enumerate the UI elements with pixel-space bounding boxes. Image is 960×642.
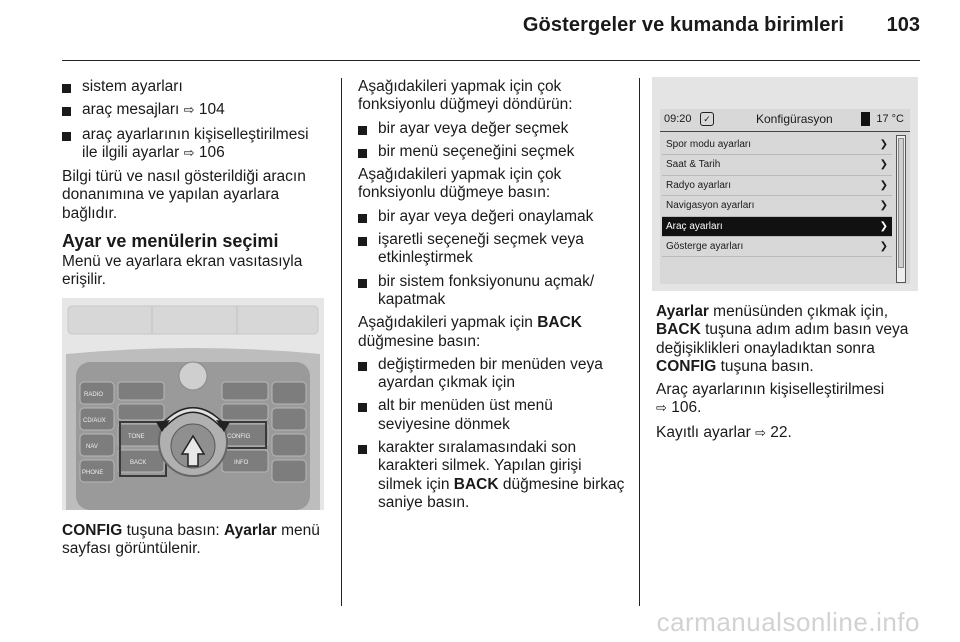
- list-item: bir sistem fonksiyonunu açmak/ kapatmak: [358, 273, 626, 310]
- section-heading: Ayar ve menülerin seçimi: [62, 231, 279, 252]
- list-item: bir ayar veya değeri onaylamak: [358, 208, 626, 226]
- page-title: Göstergeler ve kumanda birimleri: [522, 14, 844, 36]
- page-number: 103: [886, 14, 920, 36]
- rotate-intro: Aşağıdakileri yapmak için çok fonksiyonlu düğmeyi döndürün:: [358, 78, 573, 114]
- rotate-list: [358, 120, 626, 162]
- thermometer-icon: [861, 112, 870, 126]
- exit-menu-paragraph: Ayarlar menüsünden çıkmak için, BACK tuşuna adım adım basın veya değişiklikleri onayladıktan sonra CONFIG tuşuna basın.: [656, 303, 909, 375]
- menu-item-navigation-settings[interactable]: Navigasyon ayarları ❯: [662, 196, 892, 216]
- tone-button-label: TONE: [128, 434, 145, 440]
- back-list: [358, 356, 626, 512]
- header-rule: [62, 60, 920, 61]
- info-display: [660, 109, 910, 284]
- info-paragraph: Bilgi türü ve nasıl gösterildiği aracın donanımına ve yapılan ayarlara bağlıdır.: [62, 168, 306, 222]
- menu-scrollbar[interactable]: [896, 135, 906, 283]
- phone-button-label: PHONE: [82, 470, 104, 476]
- menu-item-display-settings[interactable]: Gösterge ayarları ❯: [662, 237, 892, 257]
- cd-aux-button-label: CD/AUX: [83, 418, 106, 424]
- saved-settings-reference: Kayıtlı ayarlar ⇨ 22.: [656, 423, 792, 441]
- menu-item-clock-date[interactable]: Saat & Tarih ❯: [662, 155, 892, 175]
- chevron-right-icon: ❯: [879, 220, 888, 232]
- page-reference-link[interactable]: 106: [198, 143, 225, 161]
- page-reference-link[interactable]: 22.: [770, 423, 792, 441]
- list-item: alt bir menüden üst menü seviyesine dönmek: [358, 397, 626, 434]
- right-arrow-outline-icon: ⇨: [656, 401, 667, 417]
- chevron-right-icon: ❯: [879, 179, 888, 191]
- display-status-bar: [660, 109, 910, 132]
- list-item: araç mesajları ⇨ 104: [62, 101, 328, 120]
- info-button-label: INFO: [234, 460, 249, 466]
- column-divider-2: [639, 78, 640, 606]
- config-button-label: CONFIG: [227, 434, 251, 440]
- right-arrow-outline-icon: ⇨: [183, 103, 195, 119]
- list-item: araç ayarlarının kişiselleştirilmesi ile ilgili ayarlar ⇨ 106: [62, 126, 328, 164]
- settings-menu-name: Ayarlar: [223, 522, 277, 539]
- column-divider-1: [341, 78, 342, 606]
- scrollbar-thumb[interactable]: [898, 138, 904, 268]
- right-arrow-outline-icon: ⇨: [183, 145, 195, 161]
- menu-item-sport-mode[interactable]: Spor modu ayarları ❯: [662, 135, 892, 155]
- radio-button-label: RADIO: [84, 392, 104, 398]
- list-item: sistem ayarları: [62, 78, 328, 96]
- display-screenshot: [652, 77, 918, 291]
- menu-item-vehicle-settings[interactable]: Araç ayarları ❯: [662, 217, 892, 237]
- config-key-name: CONFIG: [62, 522, 123, 539]
- chevron-right-icon: ❯: [879, 139, 888, 150]
- list-item: karakter sıralamasındaki son karakteri silmek. Yapılan girişi silmek için BACK düğmesine birkaç saniye basın.: [358, 439, 626, 512]
- column-2: [358, 78, 626, 517]
- intro-paragraph: Menü ve ayarlara ekran vasıtasıyla erişilir.: [62, 253, 303, 289]
- menu-item-radio-settings[interactable]: Radyo ayarları ❯: [662, 176, 892, 196]
- press-list: [358, 208, 626, 309]
- press-intro: Aşağıdakileri yapmak için çok fonksiyonlu düğmeye basın:: [358, 166, 562, 202]
- config-icon: ✓: [700, 112, 714, 126]
- page-reference-link[interactable]: 104: [198, 101, 225, 119]
- list-item: işaretli seçeneği seçmek veya etkinleştirmek: [358, 231, 626, 268]
- watermark: carmanualsonline.info: [656, 607, 920, 637]
- settings-menu-list: [662, 135, 892, 257]
- control-panel-photo: [62, 298, 324, 510]
- chevron-right-icon: ❯: [879, 159, 888, 171]
- nav-button-label: NAV: [86, 444, 98, 450]
- chevron-right-icon: ❯: [879, 200, 888, 212]
- list-item: bir ayar veya değer seçmek: [358, 120, 626, 138]
- list-item: bir menü seçeneğini seçmek: [358, 143, 626, 161]
- clock: 09:20: [664, 113, 692, 125]
- column-1: [62, 78, 328, 295]
- back-button-label: BACK: [130, 460, 147, 466]
- page-reference-link[interactable]: 106.: [671, 399, 702, 417]
- column-3: [656, 303, 922, 448]
- right-arrow-outline-icon: ⇨: [755, 425, 766, 441]
- personalization-reference: Araç ayarlarının kişiselleştirilmesi ⇨ 106.: [656, 381, 885, 417]
- chevron-right-icon: ❯: [879, 240, 888, 252]
- temperature: 17 °C: [876, 113, 904, 125]
- photo-caption: CONFIG tuşuna basın: Ayarlar menü sayfası görüntülenir.: [62, 522, 320, 558]
- system-list: [62, 78, 328, 163]
- control-panel-illustration: [62, 298, 324, 510]
- back-intro: Aşağıdakileri yapmak için BACK düğmesine basın:: [358, 314, 582, 350]
- display-title: Konfigürasyon: [756, 112, 833, 126]
- list-item: değiştirmeden bir menüden veya ayardan çıkmak için: [358, 356, 626, 393]
